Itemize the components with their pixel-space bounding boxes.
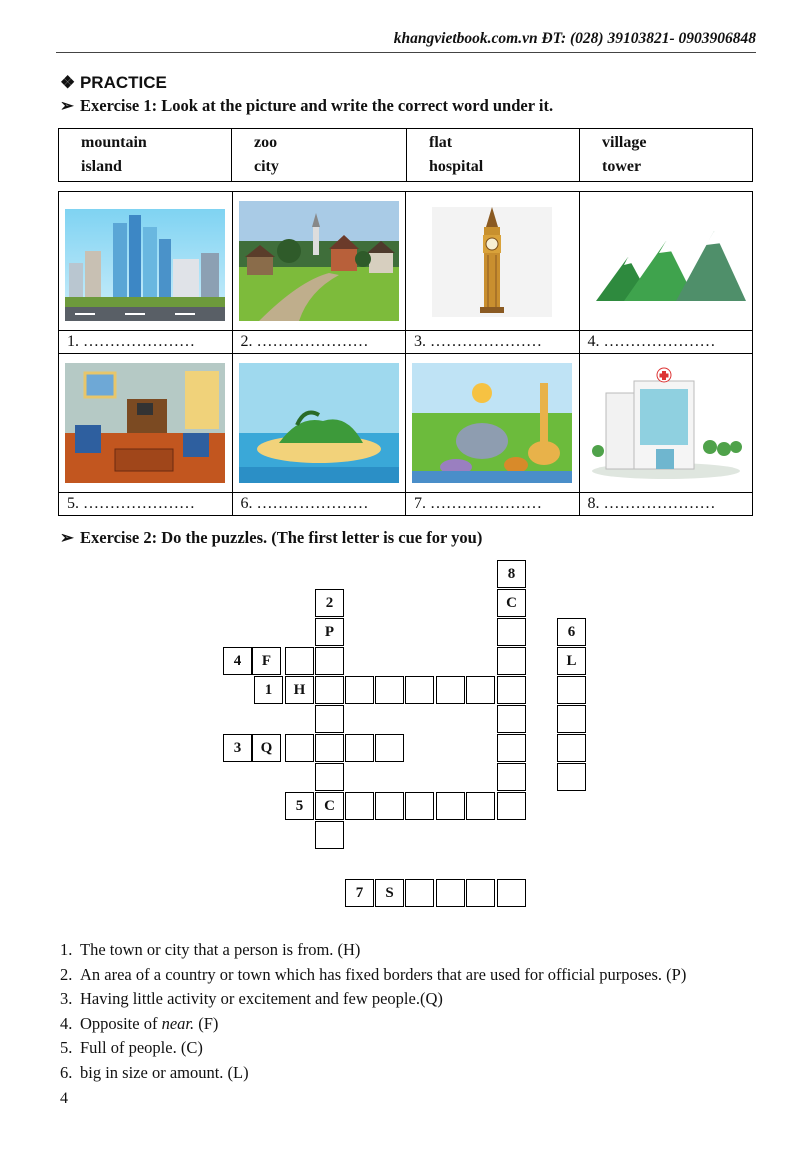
picture-cell (579, 192, 753, 331)
crossword-cell[interactable] (285, 734, 314, 762)
crossword-cell[interactable] (557, 763, 586, 791)
clue-number-5: 5 (285, 792, 314, 820)
clue-item: 4. Opposite of near. (F) (60, 1013, 219, 1033)
crossword-cell[interactable] (497, 647, 526, 675)
picture-cell (232, 354, 406, 493)
crossword-cell[interactable] (315, 647, 344, 675)
cue-letter-s[interactable]: S (375, 879, 404, 907)
crossword-cell[interactable] (315, 734, 344, 762)
clue-number-7: 7 (345, 879, 374, 907)
crossword-cell[interactable] (405, 676, 434, 704)
crossword-cell[interactable] (375, 734, 404, 762)
exercise2-title-row (60, 528, 482, 548)
crossword-cell[interactable] (436, 676, 465, 704)
crossword-cell[interactable] (497, 676, 526, 704)
word: village tower (580, 129, 753, 182)
crossword-cell[interactable] (405, 879, 434, 907)
clue-number-4: 4 (223, 647, 252, 675)
crossword-cell[interactable] (466, 676, 495, 704)
picture-cell (406, 354, 580, 493)
clue-list (60, 938, 686, 1086)
city-picture (65, 201, 225, 321)
cue-letter-q[interactable]: Q (252, 734, 281, 762)
crossword-cell[interactable] (375, 792, 404, 820)
crossword-cell[interactable] (466, 792, 495, 820)
clue-item: 1. The town or city that a person is from. (H) (60, 940, 361, 959)
answer-blank[interactable]: 3. ………………… (406, 331, 580, 354)
cue-letter-h[interactable]: H (285, 676, 314, 704)
page-number: 4 (60, 1090, 68, 1107)
crossword-cell[interactable] (345, 676, 374, 704)
clue-item: 5. Full of people. (C) (60, 1038, 203, 1058)
crossword-cell[interactable] (497, 618, 526, 646)
crossword-cell[interactable] (436, 879, 465, 907)
picture-cell (406, 192, 580, 331)
clue-item: 2. An area of a country or town which has fixed borders that are used for official purposes. (P) (60, 964, 687, 984)
tower-picture (412, 201, 572, 321)
exercise1-title: Exercise 1: Look at the picture and write the correct word under it. (80, 96, 554, 115)
picture-cell (232, 192, 406, 331)
crossword-cell[interactable] (497, 734, 526, 762)
answer-blank[interactable]: 6. ………………… (232, 493, 406, 516)
flat-picture (65, 363, 225, 483)
answer-blank[interactable]: 4. ………………… (579, 331, 753, 354)
exercise2-title: Exercise 2: Do the puzzles. (The first letter is cue for you) (80, 528, 483, 547)
page-header: khangvietbook.com.vn ĐT: (028) 39103821- 0903906848 (393, 30, 756, 47)
answer-blank[interactable]: 2. ………………… (232, 331, 406, 354)
cue-letter-f[interactable]: F (252, 647, 281, 675)
crossword-cell[interactable] (315, 821, 344, 849)
cue-letter-l[interactable]: L (557, 647, 586, 675)
answer-blank[interactable]: 1. ………………… (59, 331, 233, 354)
picture-cell (579, 354, 753, 493)
crossword-cell[interactable] (557, 734, 586, 762)
cue-letter-p[interactable]: P (315, 618, 344, 646)
clue-number-1: 1 (254, 676, 283, 704)
crossword-cell[interactable] (497, 879, 526, 907)
clue-number-6: 6 (557, 618, 586, 646)
arrow-bullet-icon: ➢ (60, 96, 74, 115)
word: zoo city (232, 129, 407, 182)
crossword-cell[interactable] (405, 792, 434, 820)
clue-item: 3. Having little activity or excitement and few people.(Q) (60, 989, 443, 1009)
crossword-cell[interactable] (497, 792, 526, 820)
crossword-cell[interactable] (466, 879, 495, 907)
clue-number-2: 2 (315, 589, 344, 617)
crossword-cell[interactable] (497, 763, 526, 791)
hospital-picture (586, 363, 746, 483)
answer-blank[interactable]: 8. ………………… (579, 493, 753, 516)
crossword-cell[interactable] (315, 763, 344, 791)
word: flat hospital (407, 129, 580, 182)
crossword-cell[interactable] (345, 792, 374, 820)
mountain-picture (586, 201, 746, 321)
crossword-cell[interactable] (315, 676, 344, 704)
clue-item: 6. big in size or amount. (L) (60, 1062, 249, 1082)
crossword-cell[interactable] (557, 705, 586, 733)
word-box (58, 128, 753, 182)
island-picture (239, 363, 399, 483)
picture-table (58, 191, 753, 516)
clue-number-8: 8 (497, 560, 526, 588)
village-picture (239, 201, 399, 321)
zoo-picture (412, 363, 572, 483)
section-title: ❖ PRACTICE (60, 73, 167, 92)
clue-number-3: 3 (223, 734, 252, 762)
answer-blank[interactable]: 7. ………………… (406, 493, 580, 516)
crossword-cell[interactable] (557, 676, 586, 704)
picture-cell (59, 354, 233, 493)
crossword-cell[interactable] (375, 676, 404, 704)
cue-letter-c[interactable]: C (315, 792, 344, 820)
arrow-bullet-icon: ➢ (60, 528, 74, 547)
header-divider (56, 52, 756, 53)
crossword-cell[interactable] (497, 705, 526, 733)
crossword-cell[interactable] (285, 647, 314, 675)
crossword-cell[interactable] (436, 792, 465, 820)
crossword-cell[interactable] (315, 705, 344, 733)
answer-blank[interactable]: 5. ………………… (59, 493, 233, 516)
crossword-cell[interactable] (345, 734, 374, 762)
cue-letter-c[interactable]: C (497, 589, 526, 617)
picture-cell (59, 192, 233, 331)
word: mountain island (81, 134, 147, 175)
exercise1-title-row (60, 96, 553, 116)
